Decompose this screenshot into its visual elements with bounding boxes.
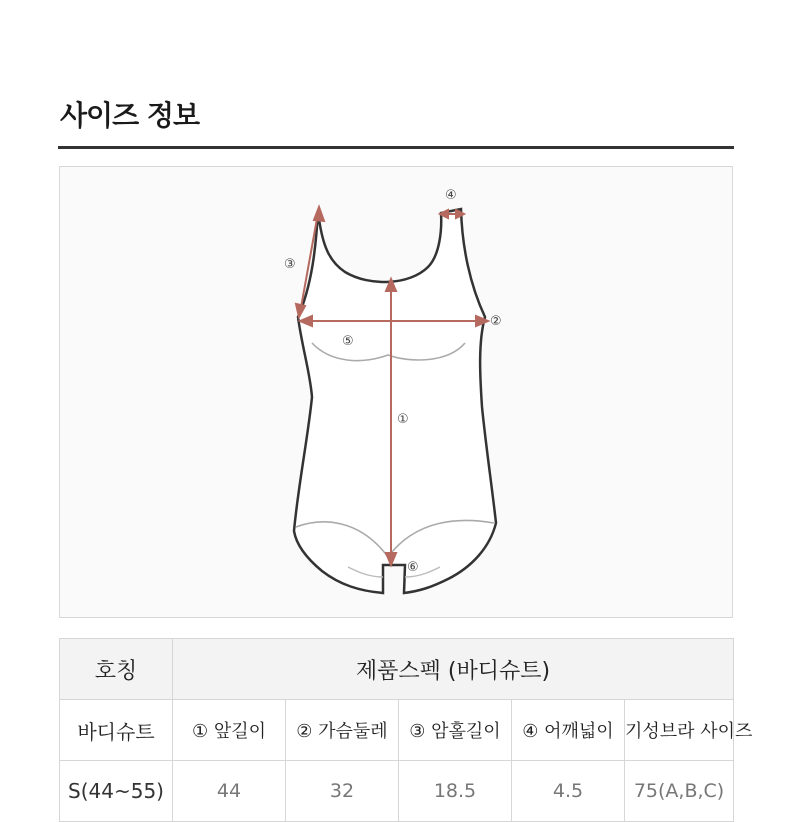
header-product-spec: 제품스펙 (바디슈트): [173, 639, 734, 700]
table-cell: 4.5: [512, 761, 625, 822]
marker-4: ④: [445, 188, 457, 203]
bodysuit-outline: [294, 209, 496, 593]
table-row: [60, 761, 734, 822]
table-cell: 44: [173, 761, 286, 822]
header-size-name: 호칭: [60, 639, 173, 700]
table-subheader-row: [60, 700, 734, 761]
subheader-cell: 바디슈트: [60, 700, 173, 761]
marker-2: ②: [490, 314, 502, 329]
subheader-cell: ④ 어깨넓이: [512, 700, 625, 761]
table-cell: 18.5: [399, 761, 512, 822]
marker-6: ⑥: [407, 560, 419, 575]
marker-1: ①: [397, 412, 409, 427]
table-cell: S(44~55): [60, 761, 173, 822]
table-header-row: [60, 639, 734, 700]
table-cell: 32: [286, 761, 399, 822]
page-title: 사이즈 정보: [60, 99, 199, 132]
size-spec-table: [59, 638, 753, 822]
subheader-cell: ① 앞길이: [173, 700, 286, 761]
marker-3: ③: [284, 257, 296, 272]
title-divider: [58, 146, 734, 149]
subheader-cell: ③ 암홀길이: [399, 700, 512, 761]
marker-5: ⑤: [342, 334, 354, 349]
subheader-cell: 기성브라 사이즈: [625, 700, 734, 761]
subheader-cell: ② 가슴둘레: [286, 700, 399, 761]
bodysuit-diagram: [60, 167, 732, 617]
table-cell: 75(A,B,C): [625, 761, 734, 822]
size-diagram: [59, 166, 733, 618]
